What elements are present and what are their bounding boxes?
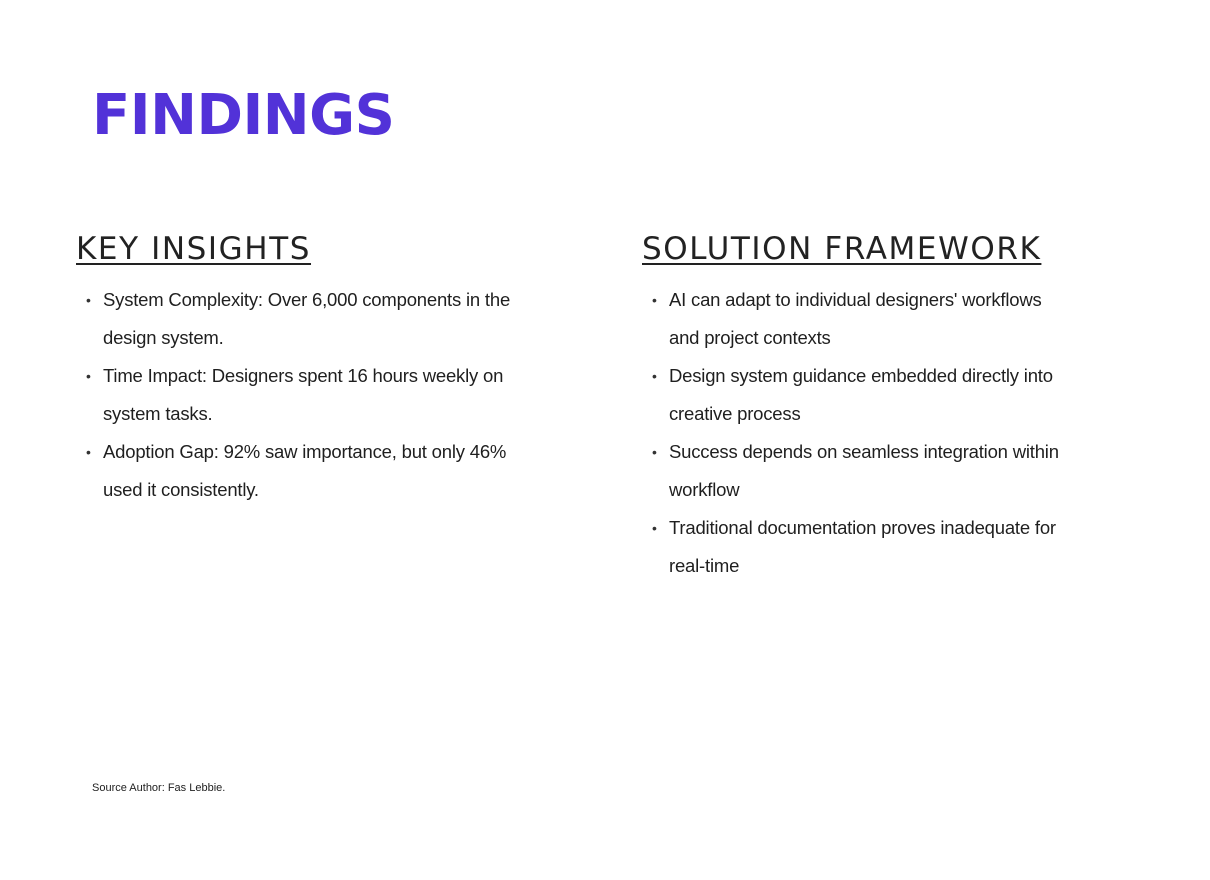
- source-note: Source Author: Fas Lebbie.: [92, 782, 226, 794]
- bullet-icon: •: [652, 520, 657, 536]
- page-title: FINDINGS: [92, 83, 395, 148]
- list-item: [642, 433, 1072, 509]
- list-item: [642, 509, 1072, 585]
- bullet-icon: •: [86, 292, 91, 308]
- list-item-text: AI can adapt to individual designers' workflows and project contexts: [669, 289, 1042, 348]
- bullet-icon: •: [652, 292, 657, 308]
- list-item-text: Success depends on seamless integration within workflow: [669, 441, 1059, 500]
- list-item-text: Adoption Gap: 92% saw importance, but only 46% used it consistently.: [103, 441, 507, 500]
- list-item: [76, 357, 536, 433]
- solution-framework-heading: SOLUTION FRAMEWORK: [642, 231, 1042, 267]
- list-item: [642, 281, 1072, 357]
- bullet-icon: •: [652, 368, 657, 384]
- key-insights-section: [76, 228, 536, 509]
- bullet-icon: •: [652, 444, 657, 460]
- list-item: [76, 433, 536, 509]
- bullet-icon: •: [86, 444, 91, 460]
- list-item: [76, 281, 536, 357]
- bullet-icon: •: [86, 368, 91, 384]
- list-item-text: Design system guidance embedded directly into creative process: [669, 365, 1053, 424]
- list-item-text: System Complexity: Over 6,000 components in the design system.: [103, 289, 511, 348]
- list-item: [642, 357, 1072, 433]
- solution-framework-list: [642, 281, 1072, 585]
- list-item-text: Time Impact: Designers spent 16 hours weekly on system tasks.: [103, 365, 504, 424]
- key-insights-list: [76, 281, 536, 509]
- solution-framework-section: [642, 228, 1072, 585]
- list-item-text: Traditional documentation proves inadequate for real-time: [669, 517, 1056, 576]
- key-insights-heading: KEY INSIGHTS: [76, 231, 312, 267]
